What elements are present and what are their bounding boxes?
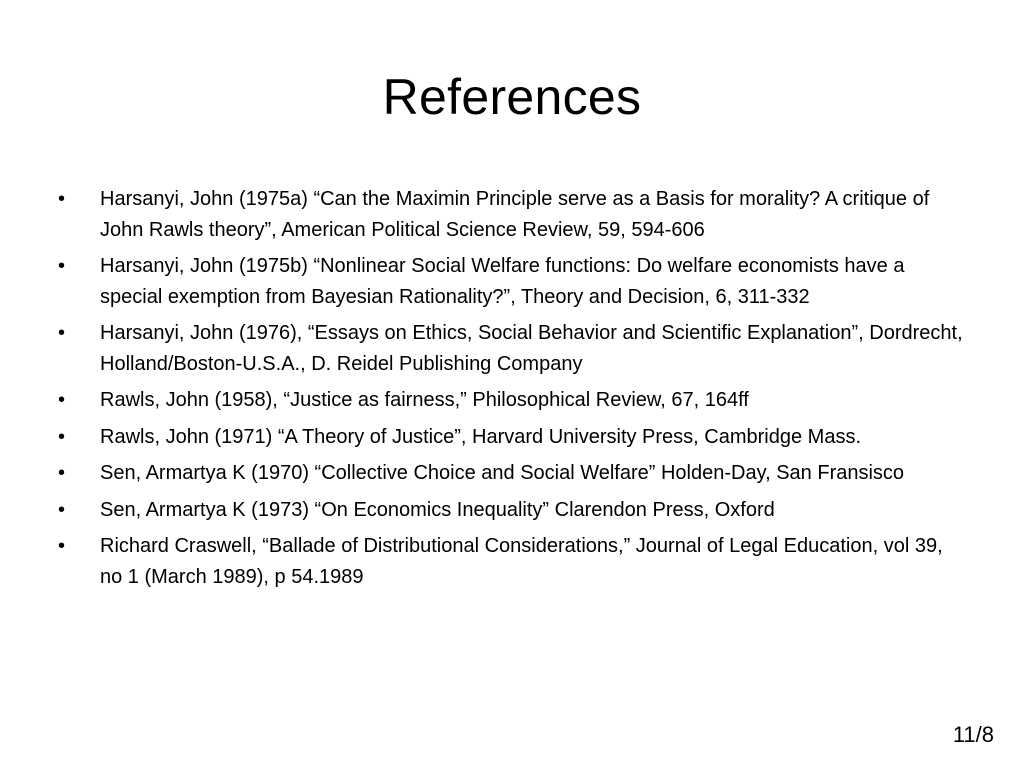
reference-item [54,318,964,379]
bullet-icon: • [58,322,66,344]
reference-item [54,495,964,526]
reference-text: Harsanyi, John (1976), “Essays on Ethics, Social Behavior and Scientific Explanation”, Dordrecht, Holland/Boston-U.S.A., D. Reidel Publishing Company [100,322,963,375]
reference-text: Harsanyi, John (1975a) “Can the Maximin Principle serve as a Basis for morality? A critique of John Rawls theory”, American Political Science Review, 59, 594-606 [100,188,930,241]
reference-item [54,251,964,312]
reference-text: Richard Craswell, “Ballade of Distributional Considerations,” Journal of Legal Education, vol 39, no 1 (March 1989), p 54.1989 [100,535,943,588]
reference-text: Rawls, John (1971) “A Theory of Justice”, Harvard University Press, Cambridge Mass. [100,425,862,448]
bullet-icon: • [58,255,66,277]
reference-item [54,458,964,489]
reference-text: Sen, Armartya K (1973) “On Economics Inequality” Clarendon Press, Oxford [100,498,775,521]
slide-title: References [382,69,642,125]
reference-item [54,531,964,592]
reference-text: Rawls, John (1958), “Justice as fairness,” Philosophical Review, 67, 164ff [100,389,749,411]
bullet-icon: • [58,498,66,521]
page-number: 11/8 [952,722,994,747]
bullet-icon: • [58,425,66,448]
reference-item [54,422,964,453]
bullet-icon: • [58,188,66,210]
reference-item [54,184,964,245]
reference-text: Harsanyi, John (1975b) “Nonlinear Social Welfare functions: Do welfare economists have a special exemption from Bayesian Rationality?”, Theory and Decision, 6, 311-332 [100,255,905,308]
reference-item [54,385,964,416]
bullet-icon: • [58,462,66,484]
bullet-icon: • [58,389,66,411]
bullet-icon: • [58,535,66,557]
reference-text: Sen, Armartya K (1970) “Collective Choice and Social Welfare” Holden-Day, San Fransisco [100,462,905,484]
references-list [54,184,964,598]
